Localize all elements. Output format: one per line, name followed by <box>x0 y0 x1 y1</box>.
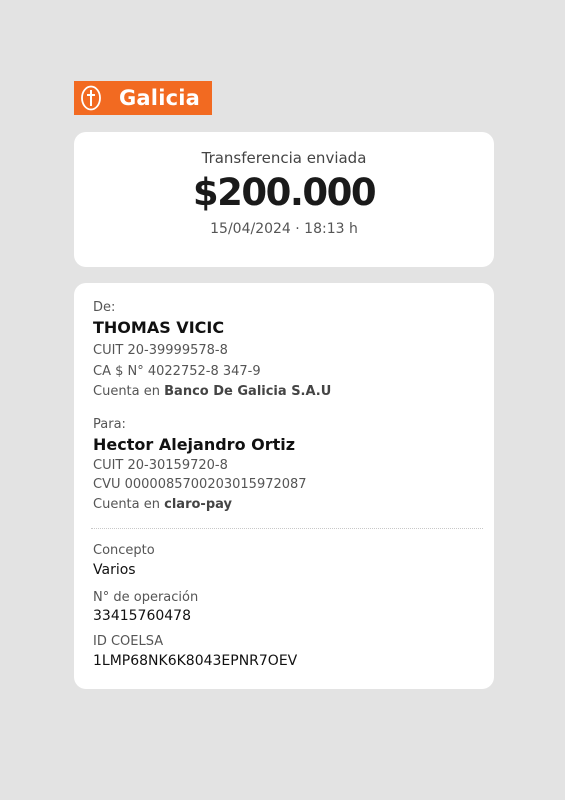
galicia-cross-icon <box>74 81 108 115</box>
transfer-summary-card <box>74 132 494 267</box>
sender-bank-line <box>93 384 331 399</box>
transfer-details-card <box>74 283 494 689</box>
operation-number-value: 33415760478 <box>93 608 191 624</box>
recipient-name: Hector Alejandro Ortiz <box>93 435 296 454</box>
recipient-cvu: CVU 0000085700203015972087 <box>93 477 307 492</box>
operation-number-label: N° de operación <box>93 590 199 605</box>
recipient-cuit: CUIT 20-30159720-8 <box>93 458 228 473</box>
coelsa-id-label: ID COELSA <box>93 634 164 649</box>
sender-bank-prefix: Cuenta en <box>93 384 160 399</box>
transfer-datetime: 15/04/2024 · 18:13 h <box>210 221 358 237</box>
recipient-bank-prefix: Cuenta en <box>93 497 160 512</box>
transfer-amount: $200.000 <box>192 171 376 214</box>
sender-account: CA $ N° 4022752-8 347-9 <box>93 364 261 379</box>
galicia-logo <box>74 81 212 115</box>
concept-label: Concepto <box>93 543 155 558</box>
sender-bank-name: Banco De Galicia S.A.U <box>164 384 332 399</box>
sender-cuit: CUIT 20-39999578-8 <box>93 343 228 358</box>
brand-name: Galicia <box>119 86 201 110</box>
recipient-label: Para: <box>93 417 126 432</box>
coelsa-id-value: 1LMP68NK6K8043EPNR7OEV <box>93 653 298 669</box>
section-divider <box>91 528 483 529</box>
concept-value: Varios <box>93 562 136 578</box>
recipient-bank-name: claro-pay <box>164 497 232 512</box>
sender-name: THOMAS VICIC <box>93 318 225 337</box>
recipient-bank-line <box>93 497 232 512</box>
sender-label: De: <box>93 300 116 315</box>
transfer-status-title: Transferencia enviada <box>201 149 367 167</box>
